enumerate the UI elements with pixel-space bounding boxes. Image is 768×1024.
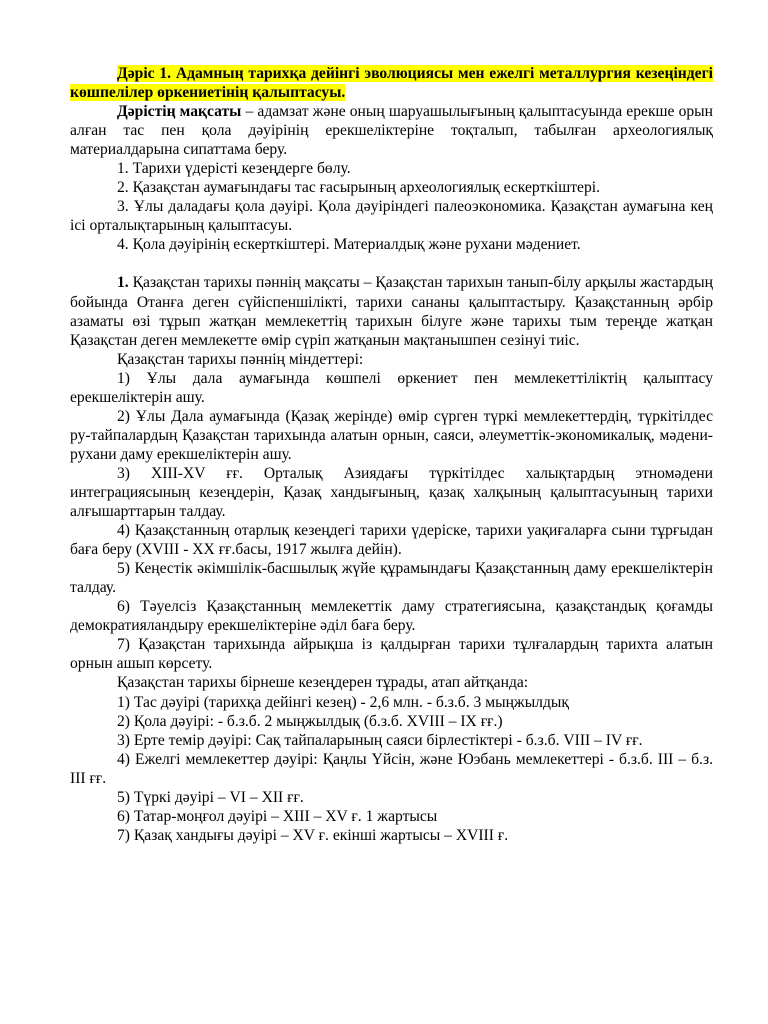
task-item: 2) Ұлы Дала аумағында (Қазақ жерінде) өмір сүрген түркі мемлекеттердің, түркітілдес ру-тайпалардың Қазақстан тарихында алатын орнын, саяси, әлеуметтік-экономикалық, мәдени-рухани даму ерекшеліктерін ашу. — [70, 407, 713, 463]
tasks-heading: Қазақстан тарихы пәннің міндеттері: — [117, 350, 364, 368]
lecture-title-text: Дәріс 1. Адамның тарихқа дейінгі эволюциясы мен ежелгі металлургия кезеңіндегі көшпелілер өркениетінің қалыптасуы. — [70, 65, 713, 102]
period-item: 2) Қола дәуірі: - б.з.б. 2 мыңжылдық (б.з.б. XVIII – IX ғғ.) — [117, 712, 503, 730]
section-1-text: Қазақстан тарихы пәннің мақсаты – Қазақстан тарихын танып-білу арқылы жастардың бойында Отанға деген сүйіспеншілікті, тарихи сананы қалыптастыру. Қазақстанның әрбір азаматы өзі тұрып жатқан мемлекеттің тарихын білуге және тарихы тым тереңде жатқан Қазақстан деген мемлекетте өмір сүріп жатқанын мақтанышпен сезінуі тиіс. — [70, 274, 713, 349]
lecture-purpose — [70, 102, 713, 159]
task-item: 3) XIII-XV ғғ. Орталық Азиядағы түркітілдес халықтардың этномәдени интеграциясының кезеңдерін, Қазақ хандығының, қазақ халқының қалыптасуының тарихи алғышарттарын талдау. — [70, 464, 713, 521]
purpose-label: Дәрістің мақсаты — [117, 103, 242, 121]
periods-heading: Қазақстан тарихы бірнеше кезеңдерен тұрады, атап айтқанда: — [117, 674, 529, 692]
period-item: 3) Ерте темір дәуірі: Сақ тайпаларының саяси бірлестіктері - б.з.б. VIII – IV ғғ. — [117, 731, 643, 749]
task-item: 1) Ұлы дала аумағында көшпелі өркениет пен мемлекеттіліктің қалыптасу ерекшеліктерін ашу. — [70, 369, 713, 406]
document-page — [70, 64, 713, 845]
plan-item: 2. Қазақстан аумағындағы тас ғасырының археологиялық ескерткіштері. — [117, 179, 601, 197]
section-1-number: 1. — [117, 274, 129, 292]
period-item: 5) Түркі дәуірі – VI – XII ғғ. — [117, 788, 304, 806]
period-item: 6) Татар-моңғол дәуірі – XIII – XV ғ. 1 жартысы — [117, 807, 438, 825]
task-item: 6) Тәуелсіз Қазақстанның мемлекеттік даму стратегиясына, қазақстандық қоғамды демократияландыру ерекшеліктеріне әділ баға беру. — [70, 598, 713, 635]
task-item: 7) Қазақстан тарихында айрықша із қалдырған тарихи тұлғалардың тарихта алатын орнын ашып көрсету. — [70, 636, 713, 673]
task-item: 5) Кеңестік әкімшілік-басшылық жүйе құрамындағы Қазақстанның даму ерекшеліктерін талдау. — [70, 560, 713, 597]
section-1-paragraph — [70, 273, 713, 349]
period-item: 4) Ежелгі мемлекеттер дәуірі: Қаңлы Үйсін, және Юэбань мемлекеттері - б.з.б. III – б.з. III ғғ. — [70, 750, 713, 787]
plan-item: 4. Қола дәуірінің ескерткіштері. Материалдық және рухани мәдениет. — [117, 236, 581, 254]
paragraph-gap — [70, 254, 713, 273]
period-item: 1) Тас дәуірі (тарихқа дейінгі кезең) - 2,6 млн. - б.з.б. 3 мыңжылдық — [117, 693, 569, 711]
task-item: 4) Қазақстанның отарлық кезеңдегі тарихи үдеріске, тарихи уақиғаларға сыни тұрғыдан баға беру (XVIII - XX ғғ.басы, 1917 жылға дейін). — [70, 522, 713, 559]
period-item: 7) Қазақ хандығы дәуірі – XV ғ. екінші жартысы – XVIII ғ. — [117, 826, 509, 844]
plan-item: 1. Тарихи үдерісті кезеңдерге бөлу. — [117, 160, 351, 178]
plan-item: 3. Ұлы даладағы қола дәуірі. Қола дәуіріндегі палеоэкономика. Қазақстан аумағына кең ісі орталықтарының қалыптасуы. — [70, 198, 713, 235]
lecture-title — [70, 64, 713, 102]
purpose-text: – адамзат және оның шаруашылығының қалыптасуында ерекше орын алған тас пен қола дәуірінің ерекшеліктеріне тоқталып, табылған археологиялық материалдарына сипаттама беру. — [70, 103, 713, 159]
